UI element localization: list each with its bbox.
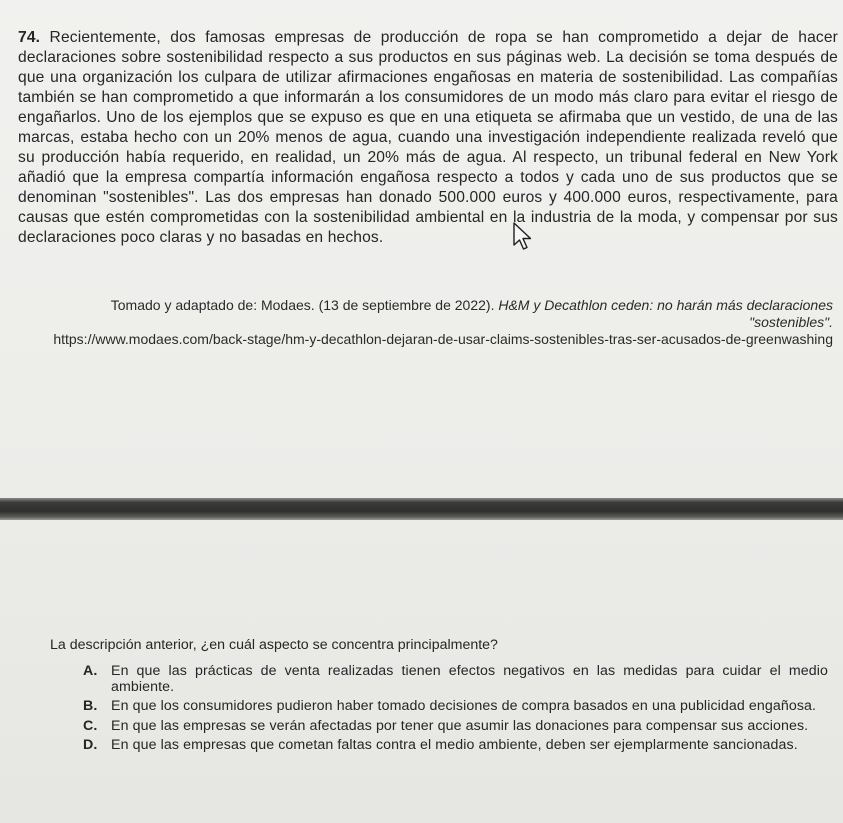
citation-prefix: Tomado y adaptado de: Modaes. (13 de septiembre de 2022). bbox=[110, 297, 499, 313]
mouse-pointer-icon bbox=[512, 221, 536, 251]
page-divider bbox=[0, 498, 843, 520]
option-d[interactable] bbox=[83, 738, 828, 754]
option-c[interactable] bbox=[83, 719, 828, 735]
question-prompt: La descripción anterior, ¿en cuál aspecto se concentra principalmente? bbox=[50, 637, 498, 653]
option-letter: A. bbox=[83, 663, 98, 679]
option-text: En que las empresas se verán afectadas por tener que asumir las donaciones para compensar sus acciones. bbox=[111, 717, 809, 734]
reading-passage bbox=[18, 28, 838, 248]
option-text: En que los consumidores pudieron haber tomado decisiones de compra basados en una publicidad engañosa. bbox=[111, 698, 817, 714]
option-letter: C. bbox=[83, 717, 98, 734]
option-a[interactable] bbox=[83, 664, 828, 695]
option-b[interactable] bbox=[83, 699, 828, 715]
citation bbox=[40, 297, 833, 348]
answer-options bbox=[83, 664, 828, 758]
question-number: 74. bbox=[18, 29, 41, 46]
option-text: En que las prácticas de venta realizadas tienen efectos negativos en las medidas para cuidar el medio ambiente. bbox=[111, 663, 828, 695]
option-letter: B. bbox=[83, 698, 98, 714]
citation-title: H&M y Decathlon ceden: no harán más declaraciones "sostenibles". bbox=[498, 297, 833, 330]
option-text: En que las empresas que cometan faltas contra el medio ambiente, deben ser ejemplarmente sancionadas. bbox=[111, 737, 798, 753]
citation-url: https://www.modaes.com/back-stage/hm-y-decathlon-dejaran-de-usar-claims-sostenibles-tras-ser-acusados-de-greenwashing bbox=[53, 331, 833, 347]
option-letter: D. bbox=[83, 737, 98, 753]
passage-text: Recientemente, dos famosas empresas de producción de ropa se han comprometido a dejar de hacer declaraciones sobre sostenibilidad respecto a sus productos en sus páginas web. La decisión se toma después de que una organización los culpara de utilizar afirmaciones engañosas en materia de sostenibilidad. Las compañías también se han comprometido a que informarán a los consumidores de un modo más claro para evitar el riesgo de engañarlos. Uno de los ejemplos que se expuso es que en una etiqueta se afirmaba que un vestido, de una de las marcas, estaba hecho con un 20% menos de agua, cuando una investigación independiente realizada reveló que su producción había requerido, en realidad, un 20% más de agua. Al respecto, un tribunal federal en New York añadió que la empresa compartía información engañosa respecto a todos y cada uno de sus productos que se denominan "sostenibles". Las dos empresas han donado 500.000 euros y 400.000 euros, respectivamente, para causas que estén comprometidas con la sostenibilidad ambiental en la industria de la moda, y compensar por sus declaraciones poco claras y no basadas en hechos. bbox=[18, 29, 839, 246]
